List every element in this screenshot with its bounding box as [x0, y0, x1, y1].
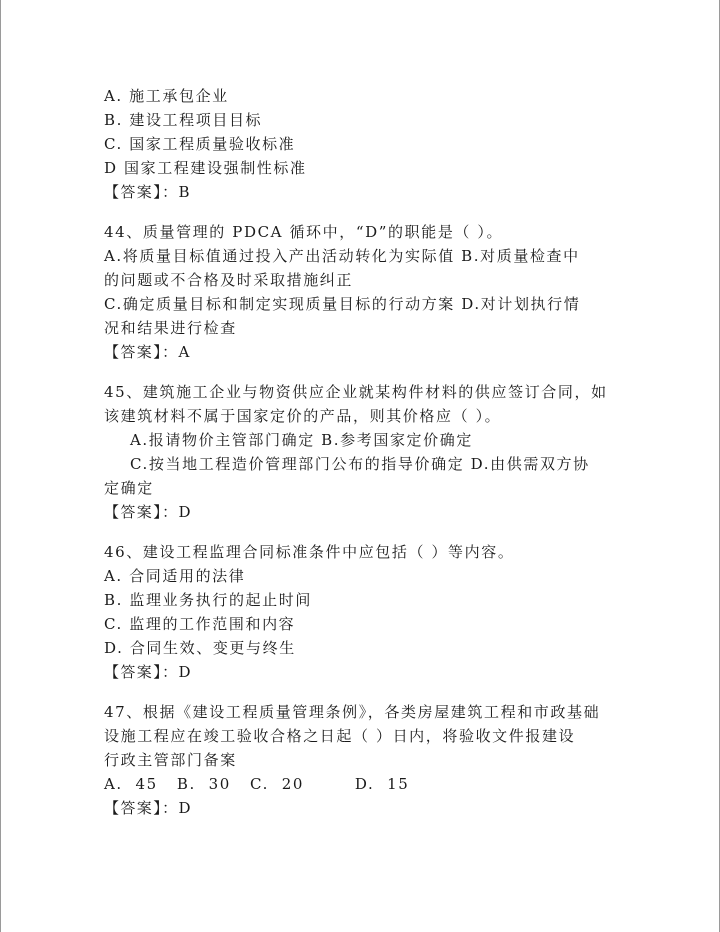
question-46-option-c: C. 监理的工作范围和内容: [104, 615, 296, 633]
question-43-options: [104, 84, 624, 204]
question-46-option-b: B. 监理业务执行的起止时间: [104, 591, 312, 609]
question-45-title-line-1: 45、建筑施工企业与物资供应企业就某构件材料的供应签订合同，如: [104, 383, 608, 401]
question-46: [104, 540, 624, 684]
option-b: B. 建设工程项目目标: [104, 111, 263, 129]
answer-47: 【答案】：D: [104, 799, 192, 817]
question-44-line-1: A.将质量目标值通过投入产出活动转化为实际值 B.对质量检查中: [104, 247, 580, 265]
question-content: [104, 84, 624, 820]
answer-46: 【答案】：D: [104, 663, 192, 681]
option-c: C. 国家工程质量验收标准: [104, 135, 296, 153]
question-44-line-2: 的问题或不合格及时采取措施纠正: [104, 271, 354, 289]
question-44-line-4: 况和结果进行检查: [104, 319, 237, 337]
option-d: D 国家工程建设强制性标准: [104, 159, 307, 177]
question-47: [104, 700, 624, 820]
question-45-options-line-1: A.报请物价主管部门确定 B.参考国家定价确定: [130, 431, 473, 449]
page-left-border: [0, 0, 1, 932]
question-47-title-line-2: 设施工程应在竣工验收合格之日起（ ）日内，将验收文件报建设: [104, 727, 576, 745]
question-46-option-a: A. 合同适用的法律: [104, 567, 246, 585]
question-47-title-line-3: 行政主管部门备案: [104, 751, 237, 769]
answer-44: 【答案】：A: [104, 343, 191, 361]
question-47-title-line-1: 47、根据《建设工程质量管理条例》，各类房屋建筑工程和市政基础: [104, 703, 601, 721]
question-45-options-tail: 定确定: [104, 479, 154, 497]
question-45-options-line-2: C.按当地工程造价管理部门公布的指导价确定 D.由供需双方协: [130, 455, 590, 473]
answer-43: 【答案】：B: [104, 183, 191, 201]
option-a: A. 施工承包企业: [104, 87, 229, 105]
question-47-options: A. 45 B. 30 C. 20 D. 15: [104, 775, 410, 793]
question-46-title: 46、建设工程监理合同标准条件中应包括（ ）等内容。: [104, 543, 515, 561]
question-44-title: 44、质量管理的 PDCA 循环中，“D”的职能是（ ）。: [104, 223, 504, 241]
answer-45: 【答案】：D: [104, 503, 192, 521]
question-45-title-line-2: 该建筑材料不属于国家定价的产品，则其价格应（ ）。: [104, 407, 502, 425]
question-46-option-d: D. 合同生效、变更与终生: [104, 639, 296, 657]
question-44: [104, 220, 624, 364]
question-44-line-3: C.确定质量目标和制定实现质量目标的行动方案 D.对计划执行情: [104, 295, 581, 313]
question-45: [104, 380, 624, 524]
